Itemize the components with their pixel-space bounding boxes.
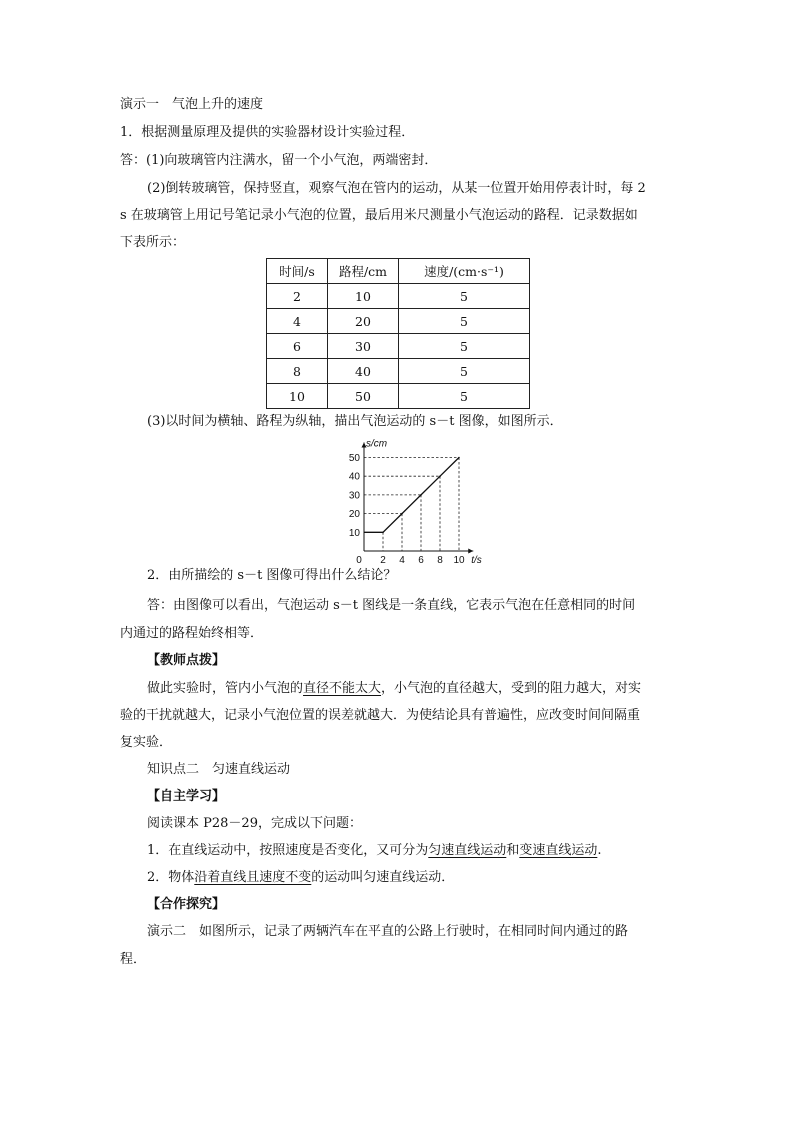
demo2-line-2: 程．	[120, 952, 147, 967]
demo1-title: 演示一 气泡上升的速度	[120, 97, 264, 112]
y-tick-label: 20	[348, 509, 360, 521]
x-tick-label: 10	[453, 555, 465, 565]
underlined-term: 变速直线运动	[519, 843, 598, 858]
y-tick-label: 30	[348, 490, 360, 502]
step-2-line-3: 下表所示：	[120, 235, 186, 250]
data-table	[266, 258, 530, 409]
table-row	[267, 359, 530, 384]
step-3: (3)以时间为横轴、路程为纵轴，描出气泡运动的 s－t 图像，如图所示．	[147, 414, 563, 429]
table-cell: 5	[399, 284, 530, 309]
table-header-row	[267, 259, 530, 284]
table-cell: 4	[267, 309, 328, 334]
underlined-term: 匀速直线运动	[428, 843, 507, 858]
teacher-tip-line-1: 做此实验时，管内小气泡的直径不能太大，小气泡的直径越大，受到的阻力越大，对实	[147, 681, 642, 696]
demo2-line-1: 演示二 如图所示，记录了两辆汽车在平直的公路上行驶时，在相同时间内通过的路	[147, 924, 629, 939]
table-row	[267, 384, 530, 409]
table-cell: 5	[399, 309, 530, 334]
x-tick-label: 6	[418, 555, 424, 565]
table-cell: 20	[328, 309, 399, 334]
x-tick-label: 4	[399, 555, 405, 565]
answer-2-line-2: 内通过的路程始终相等．	[120, 626, 264, 641]
x-tick-label: 8	[437, 555, 443, 565]
self-study-title: 【自主学习】	[147, 789, 226, 804]
table-cell: 5	[399, 359, 530, 384]
data-point	[439, 475, 441, 477]
y-axis-label: s/cm	[366, 438, 388, 450]
table-cell: 2	[267, 284, 328, 309]
question-2: 2．由所描绘的 s－t 图像可得出什么结论？	[147, 568, 397, 583]
table-cell: 6	[267, 334, 328, 359]
data-point	[382, 532, 384, 534]
table-cell: 40	[328, 359, 399, 384]
self-study-item-2: 2．物体沿着直线且速度不变的运动叫匀速直线运动．	[147, 870, 455, 885]
table-header-distance: 路程/cm	[328, 259, 399, 284]
reading-assignment: 阅读课本 P28－29，完成以下问题：	[147, 816, 362, 831]
teacher-tip-line-2: 验的干扰就越大，记录小气泡位置的误差就越大．为使结论具有普遍性，应改变时间间隔重	[120, 708, 641, 723]
table-row	[267, 284, 530, 309]
answer-1: 答：(1)向玻璃管内注满水，留一个小气泡，两端密封．	[120, 153, 438, 168]
step-2-line-2: s 在玻璃管上用记号笔记录小气泡的位置，最后用米尺测量小气泡运动的路程．记录数据如	[120, 208, 638, 223]
data-point	[401, 513, 403, 515]
table-cell: 10	[328, 284, 399, 309]
y-tick-label: 50	[348, 453, 360, 464]
table-cell: 5	[399, 384, 530, 409]
underlined-term: 沿着直线且速度不变	[194, 870, 312, 885]
y-tick-label: 10	[348, 527, 360, 539]
table-cell: 8	[267, 359, 328, 384]
y-tick-label: 40	[348, 471, 360, 483]
cooperative-inquiry-title: 【合作探究】	[147, 897, 226, 912]
table-cell: 5	[399, 334, 530, 359]
question-1: 1．根据测量原理及提供的实验器材设计实验过程．	[120, 125, 415, 140]
x-axis-label: t/s	[471, 555, 482, 565]
table-row	[267, 334, 530, 359]
table-cell: 50	[328, 384, 399, 409]
self-study-item-1: 1．在直线运动中，按照速度是否变化，又可分为匀速直线运动和变速直线运动.	[147, 843, 602, 858]
x-tick-label: 0	[356, 555, 362, 565]
table-header-time: 时间/s	[267, 259, 328, 284]
underlined-term: 直径不能太大	[303, 681, 382, 696]
step-2-line-1: (2)倒转玻璃管，保持竖直，观察气泡在管内的运动，从某一位置开始用停表计时，每 2	[147, 181, 646, 196]
table-row	[267, 309, 530, 334]
teacher-tip-title: 【教师点拨】	[147, 653, 226, 668]
teacher-tip-line-3: 复实验．	[120, 735, 173, 750]
table-cell: 30	[328, 334, 399, 359]
x-tick-label: 2	[380, 555, 386, 565]
table-header-speed: 速度/(cm·s⁻¹)	[399, 259, 530, 284]
data-point	[458, 457, 460, 459]
answer-2-line-1: 答：由图像可以看出，气泡运动 s－t 图线是一条直线，它表示气泡在任意相同的时间	[147, 598, 636, 613]
data-point	[420, 494, 422, 496]
x-axis-arrow	[468, 549, 473, 554]
knowledge-point-2: 知识点二 匀速直线运动	[147, 762, 291, 777]
s-t-graph	[336, 437, 486, 565]
table-cell: 10	[267, 384, 328, 409]
